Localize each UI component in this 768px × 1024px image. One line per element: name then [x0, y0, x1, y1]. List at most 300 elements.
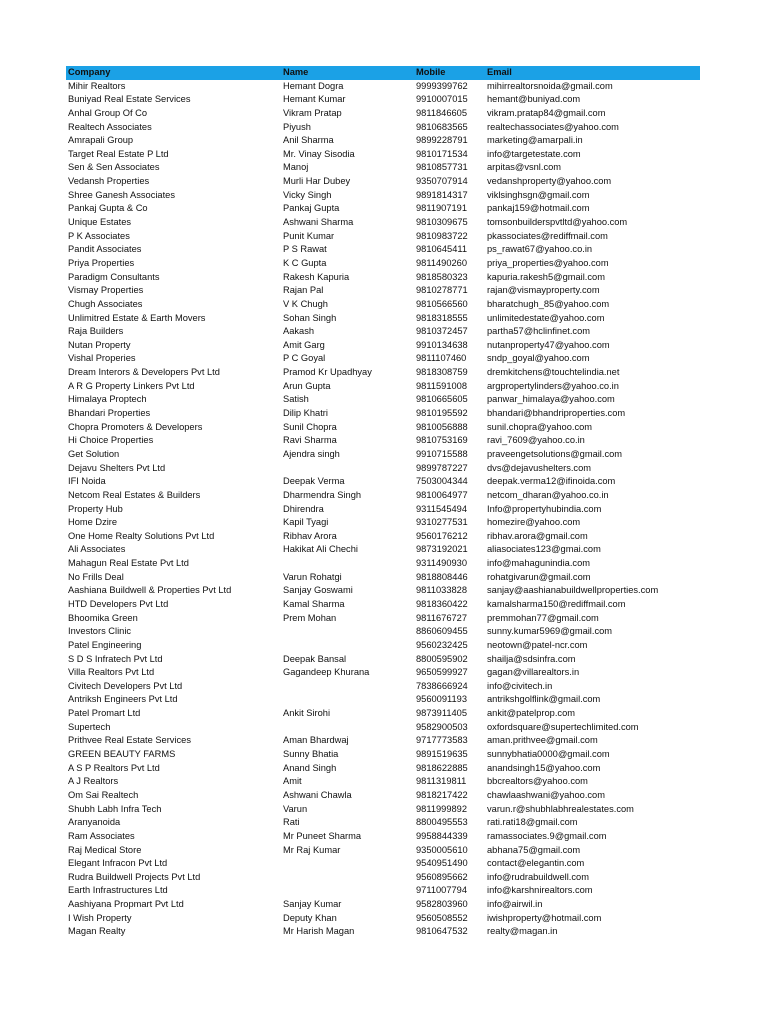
email-cell: viklsinghsgn@gmail.com — [487, 189, 590, 200]
company-cell: Rudra Buildwell Projects Pvt Ltd — [68, 871, 201, 882]
table-row — [66, 734, 700, 748]
company-cell: Chugh Associates — [68, 298, 143, 309]
company-cell: GREEN BEAUTY FARMS — [68, 749, 176, 760]
company-cell: Raja Builders — [68, 326, 124, 337]
header-mobile: Mobile — [416, 67, 446, 77]
company-cell: Magan Realty — [68, 926, 126, 937]
email-cell: homezire@yahoo.com — [487, 517, 581, 528]
company-cell: Shubh Labh Infra Tech — [68, 803, 162, 814]
name-cell: Amit — [283, 776, 302, 787]
table-row — [66, 707, 700, 721]
company-cell: Shree Ganesh Associates — [68, 189, 175, 200]
email-cell: partha57@hclinfinet.com — [487, 326, 590, 337]
company-cell: Netcom Real Estates & Builders — [68, 489, 201, 500]
table-row — [66, 230, 700, 244]
company-cell: Dream Interors & Developers Pvt Ltd — [68, 367, 220, 378]
company-cell: Sen & Sen Associates — [68, 162, 160, 173]
mobile-cell: 9810647532 — [416, 926, 468, 937]
company-cell: Elegant Infracon Pvt Ltd — [68, 858, 168, 869]
name-cell: Anand Singh — [283, 762, 337, 773]
mobile-cell: 9582900503 — [416, 721, 468, 732]
company-cell: Aashiyana Propmart Pvt Ltd — [68, 899, 184, 910]
email-cell: ravi_7609@yahoo.co.in — [487, 435, 585, 446]
table-body — [66, 80, 700, 939]
mobile-cell: 9810683565 — [416, 121, 468, 132]
table-row — [66, 693, 700, 707]
name-cell: P S Rawat — [283, 244, 327, 255]
mobile-cell: 9350707914 — [416, 176, 468, 187]
email-cell: bharatchugh_85@yahoo.com — [487, 298, 610, 309]
table-row — [66, 366, 700, 380]
company-cell: Antriksh Engineers Pvt Ltd — [68, 694, 178, 705]
company-cell: Pandit Associates — [68, 244, 142, 255]
company-cell: One Home Realty Solutions Pvt Ltd — [68, 530, 215, 541]
mobile-cell: 9810171534 — [416, 148, 468, 159]
email-cell: sndp_goyal@yahoo.com — [487, 353, 590, 364]
company-cell: No Frills Deal — [68, 571, 124, 582]
company-cell: Patel Promart Ltd — [68, 708, 141, 719]
name-cell: Pramod Kr Upadhyay — [283, 367, 372, 378]
mobile-cell: 9910007015 — [416, 94, 468, 105]
name-cell: Ankit Sirohi — [283, 708, 331, 719]
table-row — [66, 503, 700, 517]
company-cell: I Wish Property — [68, 912, 132, 923]
name-cell: Varun — [283, 803, 308, 814]
email-cell: shailja@sdsinfra.com — [487, 653, 576, 664]
name-cell: Vicky Singh — [283, 189, 332, 200]
mobile-cell: 9891519635 — [416, 749, 468, 760]
mobile-cell: 9891814317 — [416, 189, 468, 200]
table-row — [66, 93, 700, 107]
email-cell: pkassociates@rediffmail.com — [487, 230, 608, 241]
name-cell: Varun Rohatgi — [283, 571, 342, 582]
email-cell: sunil.chopra@yahoo.com — [487, 421, 593, 432]
name-cell: Deepak Bansal — [283, 653, 347, 664]
company-cell: Investors Clinic — [68, 626, 132, 637]
name-cell: Dharmendra Singh — [283, 489, 362, 500]
table-row — [66, 407, 700, 421]
name-cell: Dhirendra — [283, 503, 324, 514]
name-cell: Piyush — [283, 121, 311, 132]
company-cell: Om Sai Realtech — [68, 789, 139, 800]
email-cell: priya_properties@yahoo.com — [487, 257, 609, 268]
mobile-cell: 9873192021 — [416, 544, 468, 555]
email-cell: Info@propertyhubindia.com — [487, 503, 602, 514]
name-cell: Aakash — [283, 326, 315, 337]
table-row — [66, 121, 700, 135]
company-cell: Paradigm Consultants — [68, 271, 160, 282]
company-cell: Buniyad Real Estate Services — [68, 94, 191, 105]
mobile-cell: 9811846605 — [416, 107, 468, 118]
table-row — [66, 148, 700, 162]
email-cell: info@targetestate.com — [487, 148, 581, 159]
company-cell: Civitech Developers Pvt Ltd — [68, 680, 183, 691]
mobile-cell: 9810056888 — [416, 421, 468, 432]
table-row — [66, 543, 700, 557]
name-cell: V K Chugh — [283, 298, 328, 309]
email-cell: neotown@patel-ncr.com — [487, 639, 588, 650]
table-row — [66, 216, 700, 230]
mobile-cell: 9910134638 — [416, 339, 468, 350]
table-row — [66, 489, 700, 503]
mobile-cell: 9873911405 — [416, 708, 468, 719]
mobile-cell: 7838666924 — [416, 680, 468, 691]
company-cell: Vismay Properties — [68, 285, 144, 296]
email-cell: chawlaashwani@yahoo.com — [487, 789, 605, 800]
email-cell: ramassociates.9@gmail.com — [487, 830, 607, 841]
name-cell: Ashwani Chawla — [283, 789, 352, 800]
mobile-cell: 8800595902 — [416, 653, 468, 664]
mobile-cell: 9560091193 — [416, 694, 468, 705]
mobile-cell: 9310277531 — [416, 517, 468, 528]
table-row — [66, 680, 700, 694]
mobile-cell: 9811591008 — [416, 380, 468, 391]
email-cell: gagan@villarealtors.in — [487, 667, 580, 678]
mobile-cell: 9582803960 — [416, 899, 468, 910]
table-row — [66, 352, 700, 366]
email-cell: unlimitedestate@yahoo.com — [487, 312, 605, 323]
name-cell: Manoj — [283, 162, 309, 173]
table-row — [66, 298, 700, 312]
email-cell: ankit@patelprop.com — [487, 708, 575, 719]
mobile-cell: 9818318555 — [416, 312, 468, 323]
email-cell: info@mahagunindia.com — [487, 558, 590, 569]
mobile-cell: 9811490260 — [416, 257, 468, 268]
email-cell: praveengetsolutions@gmail.com — [487, 448, 623, 459]
name-cell: Aman Bhardwaj — [283, 735, 349, 746]
mobile-cell: 9818808446 — [416, 571, 468, 582]
table-row — [66, 571, 700, 585]
mobile-cell: 9818217422 — [416, 789, 468, 800]
name-cell: Mr Raj Kumar — [283, 844, 341, 855]
email-cell: argpropertylinders@yahoo.co.in — [487, 380, 619, 391]
header-email: Email — [487, 67, 512, 77]
email-cell: anandsingh15@yahoo.com — [487, 762, 601, 773]
table-row — [66, 925, 700, 939]
email-cell: info@karshnirealtors.com — [487, 885, 593, 896]
name-cell: Hakikat Ali Chechi — [283, 544, 358, 555]
name-cell: Mr. Vinay Sisodia — [283, 148, 355, 159]
email-cell: realtechassociates@yahoo.com — [487, 121, 619, 132]
email-cell: vikram.pratap84@gmail.com — [487, 107, 606, 118]
mobile-cell: 9811107460 — [416, 353, 467, 364]
company-cell: Villa Realtors Pvt Ltd — [68, 667, 155, 678]
company-cell: A J Realtors — [68, 776, 119, 787]
mobile-cell: 9910715588 — [416, 448, 468, 459]
table-row — [66, 80, 700, 94]
email-cell: sanjay@aashianabuildwellproperties.com — [487, 585, 659, 596]
table-row — [66, 653, 700, 667]
company-cell: A S P Realtors Pvt Ltd — [68, 762, 160, 773]
name-cell: Hemant Dogra — [283, 80, 344, 91]
table-row — [66, 516, 700, 530]
mobile-cell: 9311545494 — [416, 503, 468, 514]
company-cell: Get Solution — [68, 448, 120, 459]
name-cell: Gagandeep Khurana — [283, 667, 370, 678]
email-cell: rajan@vismayproperty.com — [487, 285, 600, 296]
table-row — [66, 721, 700, 735]
table-row — [66, 243, 700, 257]
name-cell: Ravi Sharma — [283, 435, 337, 446]
name-cell: Rajan Pal — [283, 285, 324, 296]
company-cell: Bhoomika Green — [68, 612, 138, 623]
email-cell: dvs@dejavushelters.com — [487, 462, 591, 473]
mobile-cell: 9811033828 — [416, 585, 468, 596]
mobile-cell: 9899787227 — [416, 462, 468, 473]
name-cell: Sohan Singh — [283, 312, 337, 323]
email-cell: ps_rawat67@yahoo.co.in — [487, 244, 593, 255]
name-cell: Dilip Khatri — [283, 408, 328, 419]
email-cell: aman.prithvee@gmail.com — [487, 735, 598, 746]
mobile-cell: 9810372457 — [416, 326, 468, 337]
name-cell: Kamal Sharma — [283, 598, 345, 609]
mobile-cell: 9810195592 — [416, 408, 468, 419]
table-row — [66, 871, 700, 885]
mobile-cell: 9540951490 — [416, 858, 468, 869]
email-cell: mihirrealtorsnoida@gmail.com — [487, 80, 613, 91]
mobile-cell: 9810309675 — [416, 217, 468, 228]
mobile-cell: 9999399762 — [416, 80, 468, 91]
name-cell: K C Gupta — [283, 257, 327, 268]
company-cell: Himalaya Proptech — [68, 394, 147, 405]
email-cell: iwishproperty@hotmail.com — [487, 912, 602, 923]
name-cell: Hemant Kumar — [283, 94, 346, 105]
mobile-cell: 9810857731 — [416, 162, 468, 173]
company-cell: Target Real Estate P Ltd — [68, 148, 169, 159]
name-cell: Kapil Tyagi — [283, 517, 329, 528]
table-row — [66, 639, 700, 653]
email-cell: info@airwil.in — [487, 899, 543, 910]
name-cell: Rakesh Kapuria — [283, 271, 350, 282]
company-cell: Unlimitred Estate & Earth Movers — [68, 312, 206, 323]
company-cell: Hi Choice Properties — [68, 435, 154, 446]
table-row — [66, 271, 700, 285]
email-cell: rati.rati18@gmail.com — [487, 817, 578, 828]
name-cell: Ajendra singh — [283, 448, 340, 459]
company-cell: Aashiana Buildwell & Properties Pvt Ltd — [68, 585, 232, 596]
mobile-cell: 9899228791 — [416, 135, 468, 146]
email-cell: kamalsharma150@rediffmail.com — [487, 598, 626, 609]
table-row — [66, 475, 700, 489]
table-row — [66, 775, 700, 789]
table-row — [66, 762, 700, 776]
table-row — [66, 448, 700, 462]
table-row — [66, 898, 700, 912]
company-cell: Prithvee Real Estate Services — [68, 735, 191, 746]
company-cell: Mahagun Real Estate Pvt Ltd — [68, 558, 189, 569]
name-cell: Amit Garg — [283, 339, 325, 350]
table-row — [66, 584, 700, 598]
email-cell: oxfordsquare@supertechlimited.com — [487, 721, 639, 732]
email-cell: kapuria.rakesh5@gmail.com — [487, 271, 605, 282]
table-row — [66, 189, 700, 203]
name-cell: Vikram Pratap — [283, 107, 342, 118]
table-row — [66, 434, 700, 448]
company-cell: Dejavu Shelters Pvt Ltd — [68, 462, 166, 473]
table-row — [66, 830, 700, 844]
company-cell: Priya Properties — [68, 257, 135, 268]
mobile-cell: 9560232425 — [416, 639, 468, 650]
company-cell: Amrapali Group — [68, 135, 134, 146]
email-cell: contact@elegantin.com — [487, 858, 585, 869]
company-cell: P K Associates — [68, 230, 130, 241]
name-cell: Mr Harish Magan — [283, 926, 355, 937]
email-cell: bhandari@bhandriproperties.com — [487, 408, 626, 419]
name-cell: Rati — [283, 817, 300, 828]
company-cell: Vedansh Properties — [68, 176, 150, 187]
table-row — [66, 107, 700, 121]
table-row — [66, 284, 700, 298]
email-cell: rohatgivarun@gmail.com — [487, 571, 591, 582]
email-cell: panwar_himalaya@yahoo.com — [487, 394, 615, 405]
table-row — [66, 530, 700, 544]
email-cell: pankaj159@hotmail.com — [487, 203, 590, 214]
mobile-cell: 9811907191 — [416, 203, 468, 214]
table-row — [66, 803, 700, 817]
company-cell: IFI Noida — [68, 476, 106, 487]
name-cell: Sunny Bhatia — [283, 749, 339, 760]
mobile-cell: 9717773583 — [416, 735, 468, 746]
company-cell: Anhal Group Of Co — [68, 107, 148, 118]
company-cell: Raj Medical Store — [68, 844, 142, 855]
table-row — [66, 462, 700, 476]
table-row — [66, 339, 700, 353]
mobile-cell: 9810566560 — [416, 298, 468, 309]
table-row — [66, 312, 700, 326]
name-cell: Murli Har Dubey — [283, 176, 351, 187]
name-cell: Deepak Verma — [283, 476, 345, 487]
name-cell: P C Goyal — [283, 353, 326, 364]
email-cell: realty@magan.in — [487, 926, 558, 937]
table-row — [66, 598, 700, 612]
name-cell: Arun Gupta — [283, 380, 331, 391]
company-cell: Pankaj Gupta & Co — [68, 203, 148, 214]
table-row — [66, 666, 700, 680]
email-cell: ribhav.arora@gmail.com — [487, 530, 588, 541]
table-row — [66, 816, 700, 830]
mobile-cell: 9810983722 — [416, 230, 468, 241]
email-cell: marketing@amarpali.in — [487, 135, 583, 146]
company-cell: Supertech — [68, 721, 111, 732]
company-cell: A R G Property Linkers Pvt Ltd — [68, 380, 195, 391]
mobile-cell: 8800495553 — [416, 817, 468, 828]
company-cell: Unique Estates — [68, 217, 132, 228]
name-cell: Ribhav Arora — [283, 530, 337, 541]
email-cell: nutanproperty47@yahoo.com — [487, 339, 610, 350]
name-cell: Mr Puneet Sharma — [283, 830, 362, 841]
company-cell: Property Hub — [68, 503, 123, 514]
mobile-cell: 9818360422 — [416, 598, 468, 609]
table-row — [66, 421, 700, 435]
company-cell: Ali Associates — [68, 544, 126, 555]
email-cell: netcom_dharan@yahoo.co.in — [487, 489, 609, 500]
mobile-cell: 9560508552 — [416, 912, 468, 923]
mobile-cell: 9818308759 — [416, 367, 468, 378]
name-cell: Deputy Khan — [283, 912, 337, 923]
mobile-cell: 7503004344 — [416, 476, 468, 487]
mobile-cell: 9650599927 — [416, 667, 468, 678]
name-cell: Punit Kumar — [283, 230, 335, 241]
mobile-cell: 9810278771 — [416, 285, 468, 296]
table-row — [66, 325, 700, 339]
email-cell: premmohan77@gmail.com — [487, 612, 599, 623]
company-cell: Mihir Realtors — [68, 80, 126, 91]
company-cell: Earth Infrastructures Ltd — [68, 885, 168, 896]
table-header-row — [66, 66, 700, 80]
table-row — [66, 557, 700, 571]
company-cell: Aranyanoida — [68, 817, 121, 828]
table-row — [66, 625, 700, 639]
mobile-cell: 9811676727 — [416, 612, 468, 623]
mobile-cell: 9810064977 — [416, 489, 468, 500]
name-cell: Sanjay Kumar — [283, 899, 342, 910]
header-company: Company — [68, 67, 111, 77]
email-cell: sunny.kumar5969@gmail.com — [487, 626, 613, 637]
email-cell: deepak.verma12@ifinoida.com — [487, 476, 616, 487]
mobile-cell: 9811999892 — [416, 803, 468, 814]
company-cell: Nutan Property — [68, 339, 131, 350]
mobile-cell: 9818622885 — [416, 762, 468, 773]
mobile-cell: 9311490930 — [416, 558, 468, 569]
name-cell: Prem Mohan — [283, 612, 337, 623]
table-row — [66, 748, 700, 762]
mobile-cell: 9810753169 — [416, 435, 468, 446]
header-name: Name — [283, 67, 309, 77]
name-cell: Satish — [283, 394, 309, 405]
name-cell: Sanjay Goswami — [283, 585, 353, 596]
email-cell: antrikshgolflink@gmail.com — [487, 694, 601, 705]
table-row — [66, 175, 700, 189]
name-cell: Ashwani Sharma — [283, 217, 354, 228]
table-row — [66, 612, 700, 626]
company-cell: Ram Associates — [68, 830, 135, 841]
email-cell: info@civitech.in — [487, 680, 553, 691]
mobile-cell: 9560176212 — [416, 530, 468, 541]
name-cell: Pankaj Gupta — [283, 203, 340, 214]
mobile-cell: 9958844339 — [416, 830, 468, 841]
email-cell: sunnybhatia0000@gmail.com — [487, 749, 610, 760]
email-cell: varun.r@shubhlabhrealestates.com — [487, 803, 634, 814]
table-row — [66, 202, 700, 216]
email-cell: abhana75@gmail.com — [487, 844, 581, 855]
table-row — [66, 134, 700, 148]
email-cell: info@rudrabuildwell.com — [487, 871, 589, 882]
company-cell: S D S Infratech Pvt Ltd — [68, 653, 163, 664]
email-cell: aliasociates123@gmai.com — [487, 544, 601, 555]
mobile-cell: 9560895662 — [416, 871, 468, 882]
mobile-cell: 9811319811 — [416, 776, 467, 787]
company-cell: Realtech Associates — [68, 121, 152, 132]
name-cell: Anil Sharma — [283, 135, 334, 146]
table-row — [66, 380, 700, 394]
mobile-cell: 8860609455 — [416, 626, 468, 637]
table-row — [66, 257, 700, 271]
table-row — [66, 789, 700, 803]
table-row — [66, 912, 700, 926]
company-cell: Vishal Properies — [68, 353, 136, 364]
table-row — [66, 393, 700, 407]
table-row — [66, 857, 700, 871]
email-cell: dremkitchens@touchtelindia.net — [487, 367, 620, 378]
email-cell: vedanshproperty@yahoo.com — [487, 176, 612, 187]
email-cell: arpitas@vsnl.com — [487, 162, 562, 173]
company-cell: Home Dzire — [68, 517, 118, 528]
name-cell: Sunil Chopra — [283, 421, 337, 432]
table-row — [66, 844, 700, 858]
company-cell: Bhandari Properties — [68, 408, 151, 419]
table-row — [66, 884, 700, 898]
company-cell: HTD Developers Pvt Ltd — [68, 598, 169, 609]
